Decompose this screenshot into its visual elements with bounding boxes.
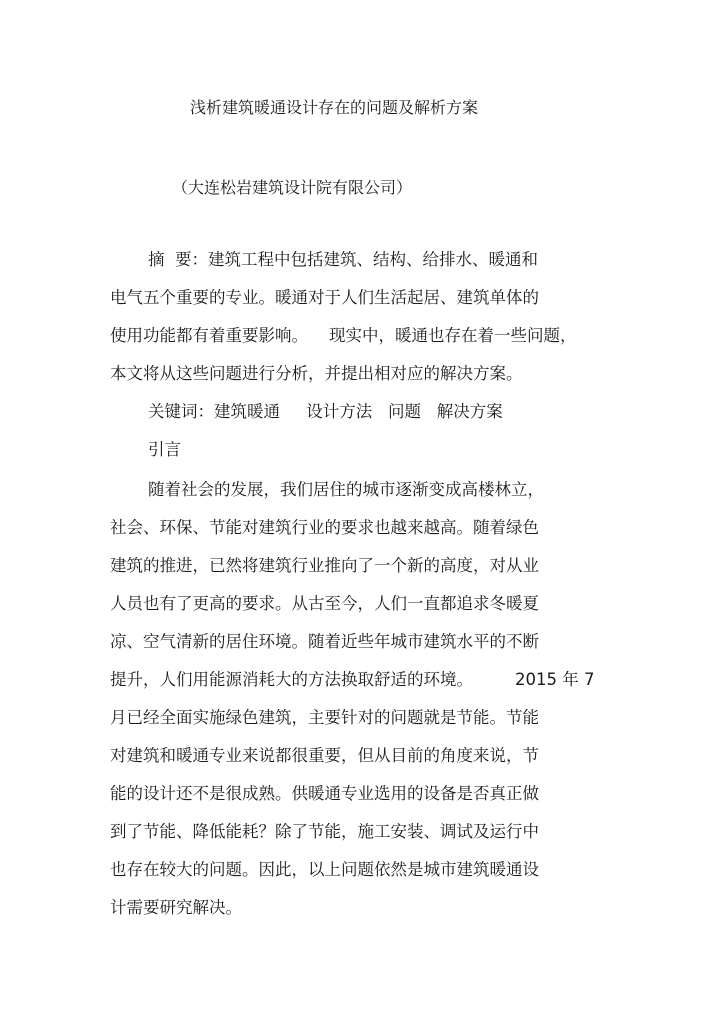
body-line: 人员也有了更高的要求。从古至今，人们一直都追求冬暖夏 — [110, 594, 539, 613]
document-title: 浅析建筑暖通设计存在的问题及解析方案 — [190, 98, 479, 117]
section-heading: 引言 — [148, 440, 181, 459]
body-line: 也存在较大的问题。因此，以上问题依然是城市建筑暖通设 — [110, 860, 539, 879]
abstract-line: 使用功能都有着重要影响。 现实中，暖通也存在着一些问题， — [110, 326, 577, 345]
abstract-line: 电气五个重要的专业。暖通对于人们生活起居、建筑单体的 — [110, 288, 539, 307]
body-line: 凉、空气清新的居住环境。随着近些年城市建筑水平的不断 — [110, 632, 539, 651]
body-line: 随着社会的发展，我们居住的城市逐渐变成高楼林立， — [148, 480, 544, 499]
abstract-line: 本文将从这些问题进行分析，并提出相对应的解决方案。 — [110, 364, 523, 383]
abstract-line: 摘 要：建筑工程中包括建筑、结构、给排水、暖通和 — [148, 250, 538, 269]
body-line: 提升，人们用能源消耗大的方法换取舒适的环境。 2015 年 7 — [110, 670, 595, 689]
body-line: 月已经全面实施绿色建筑，主要针对的问题就是节能。节能 — [110, 708, 539, 727]
body-line: 计需要研究解决。 — [110, 898, 242, 917]
keywords-line: 关键词：建筑暖通 设计方法 问题 解决方案 — [148, 402, 503, 421]
author-affiliation: （大连松岩建筑设计院有限公司） — [172, 178, 413, 197]
body-line: 建筑的推进，已然将建筑行业推向了一个新的高度，对从业 — [110, 556, 539, 575]
body-line: 能的设计还不是很成熟。供暖通专业选用的设备是否真正做 — [110, 784, 539, 803]
body-line: 对建筑和暖通专业来说都很重要，但从目前的角度来说，节 — [110, 746, 539, 765]
body-line: 到了节能、降低能耗？除了节能，施工安装、调试及运行中 — [110, 822, 539, 841]
body-line: 社会、环保、节能对建筑行业的要求也越来越高。随着绿色 — [110, 518, 539, 537]
